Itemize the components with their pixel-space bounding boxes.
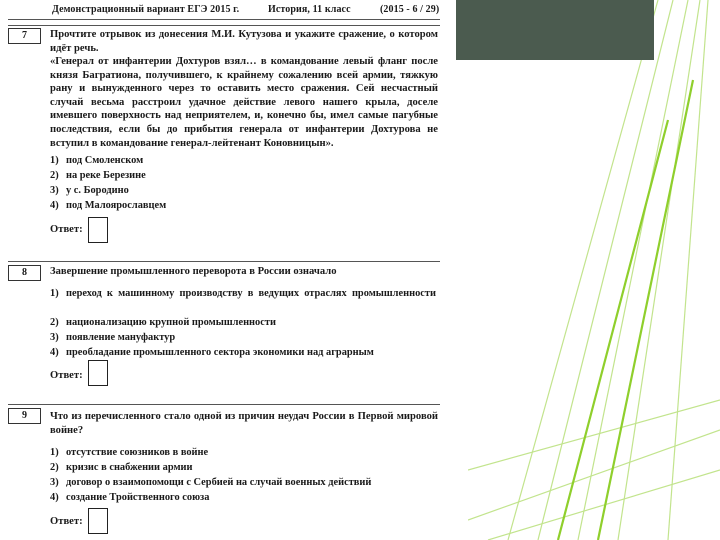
header-subject: История, 11 класс [268, 4, 351, 15]
question-quote: «Генерал от инфантерии Дохтуров взял… в командование левый фланг после князя Багратиона, получившего, к крайнему сожалению всей армии, тяжкую рану и вынужденного через то оставить место сражения. Сей несчастный случай весьма расстроил удачное действие левого нашего крыла, доселе имевшего поверхность над неприятелем, и, конечно бы, имел самые пагубные последствия, если бы до прибытия генерала от инфантерии Дохтурова не вступил в командование генерал-лейтенант Коновницын». [50, 56, 438, 149]
answer-option [50, 154, 438, 168]
option-number: 3) [50, 185, 59, 196]
question-number: 8 [8, 265, 41, 281]
option-text: под Малоярославцем [66, 200, 167, 211]
header-divider [8, 19, 440, 20]
option-text: национализацию крупной промышленности [66, 317, 276, 328]
question-number: 7 [8, 28, 41, 44]
option-text: у с. Бородино [66, 185, 129, 196]
answer-option [50, 287, 438, 301]
answer-label: Ответ: [50, 516, 83, 527]
answer-option [50, 169, 438, 183]
answer-option [50, 476, 438, 490]
question-number: 9 [8, 408, 41, 424]
option-text: отсутствие союзников в войне [66, 447, 209, 458]
option-text: на реке Березине [66, 170, 146, 181]
question-text: Прочтите отрывок из донесения М.И. Кутузова и укажите сражение, о котором идёт речь. [50, 29, 438, 54]
answer-label: Ответ: [50, 224, 83, 235]
option-number: 2) [50, 317, 59, 328]
option-number: 4) [50, 200, 59, 211]
option-number: 1) [50, 288, 59, 299]
option-text: преобладание промышленного сектора экономики над аграрным [66, 347, 374, 358]
answer-input-box[interactable] [88, 217, 108, 243]
question-divider [8, 25, 440, 26]
option-number: 3) [50, 332, 59, 343]
option-number: 2) [50, 170, 59, 181]
option-number: 4) [50, 492, 59, 503]
question-divider [8, 404, 440, 405]
answer-option [50, 316, 438, 330]
answer-option [50, 184, 438, 198]
option-text: кризис в снабжении армии [66, 462, 193, 473]
option-text: договор о взаимопомощи с Сербией на случай военных действий [66, 477, 372, 488]
option-text: переход к машинному производству в ведущих отраслях промышленности [66, 288, 436, 299]
option-text: создание Тройственного союза [66, 492, 210, 503]
answer-option [50, 346, 438, 360]
header-page-number: (2015 - 6 / 29) [380, 4, 440, 15]
header-left: Демонстрационный вариант ЕГЭ 2015 г. [52, 4, 240, 15]
answer-option [50, 446, 438, 460]
answer-option [50, 331, 438, 345]
answer-option [50, 461, 438, 475]
question-text: Что из перечисленного стало одной из причин неудач России в Первой мировой войне? [50, 411, 438, 436]
option-number: 4) [50, 347, 59, 358]
answer-input-box[interactable] [88, 508, 108, 534]
answer-input-box[interactable] [88, 360, 108, 386]
option-text: появление мануфактур [66, 332, 176, 343]
answer-option [50, 491, 438, 505]
answer-label: Ответ: [50, 370, 83, 381]
decorative-lines-graphic [468, 0, 720, 540]
option-number: 3) [50, 477, 59, 488]
option-number: 1) [50, 447, 59, 458]
question-divider [8, 261, 440, 262]
option-text: под Смоленском [66, 155, 144, 166]
header-dark-box [448, 0, 654, 60]
decorative-panel [468, 0, 720, 540]
option-number: 2) [50, 462, 59, 473]
answer-option [50, 199, 438, 213]
option-number: 1) [50, 155, 59, 166]
question-text: Завершение промышленного переворота в России означало [50, 266, 337, 277]
